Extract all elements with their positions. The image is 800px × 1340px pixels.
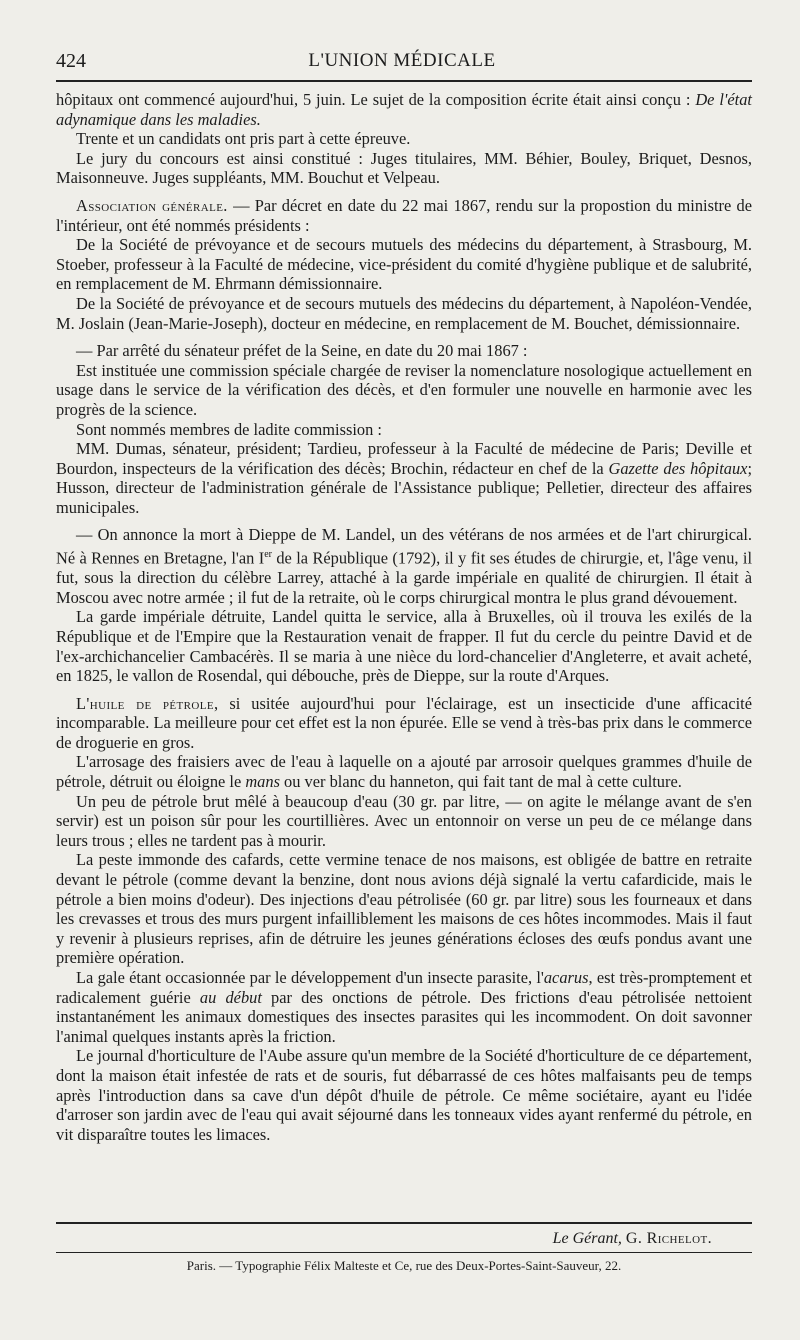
text-run: , est très-promptement et radicalement guérie [56, 968, 752, 1007]
text-run: La peste immonde des cafards, cette vermine tenace de nos maisons, est obligée de battre en retraite devant le pétrole (comme devant la benzine, dont nous avions déjà signalé la vertu cafardicide, mais le pétrole a bien moins d'odeur). Des injections d'eau pétrolisée (60 gr. par litre) sous les fourneaux et dans les crevasses et trous des murs purgent infailliblement les maisons de ces hôtes incommodes. Mais il faut y revenir à plusieurs reprises, afin de détruire les jeunes générations écloses des œufs pondus avant une première opération. [56, 850, 752, 968]
text-run: de la République (1792), il y fit ses études de chirurgie, et, l'âge venu, il fut, sous la direction du célèbre Larrey, attaché à la garde impériale en qualité de chirurgien. Il était à Moscou avec notre armée ; il fut de la retraite, où le corps chirurgical montra le plus grand dévouement. [56, 548, 753, 607]
text-run: par des onctions de pétrole. Des frictions d'eau pétrolisée nettoient instantanément les animaux domestiques des insectes parasites qui les incommodent. On doit savonner l'animal quelques instants après la friction. [56, 987, 752, 1046]
paragraph-p13 [56, 694, 752, 753]
text-run: L'huile de pétrole, [76, 693, 219, 713]
text-run: si usitée aujourd'hui pour l'éclairage, est un insecticide d'une afficacité incomparable. La meilleure pour cet effet est la non épurée. Elle se vend à très-bas prix dans le commerce de droguerie en gros. [56, 693, 752, 752]
text-run: Association générale. [76, 195, 228, 215]
paragraph-p9 [56, 420, 752, 440]
text-run: ; Husson, directeur de l'administration générale de l'Assistance publique; Pelletier, directeur des affaires municipales. [56, 458, 752, 517]
text-run: Est instituée une commission spéciale chargée de reviser la nomenclature nosologique actuellement en usage dans le service de la vérification des décès, et d'en formuler une nouvelle en harmonie avec les progrès de la science. [56, 360, 752, 419]
text-run: er [264, 549, 272, 561]
text-run: — On annonce la mort à Dieppe de M. Landel, un des vétérans de nos armées et de l'art chirurgical. Né à Rennes en Bretagne, l'an I [56, 525, 752, 568]
paragraph-p1 [56, 90, 752, 129]
text-run: acarus [543, 968, 589, 987]
paragraph-p3 [56, 149, 752, 188]
printer-imprint: Paris. — Typographie Félix Malteste et Ce, rue des Deux-Portes-Saint-Sauveur, 22. [186, 1258, 622, 1273]
paragraph-p7 [56, 341, 752, 361]
paragraph-p4 [56, 196, 752, 235]
text-run: La gale étant occasionnée par le développement d'un insecte parasite, l' [76, 968, 544, 987]
paragraph-p8 [56, 361, 752, 420]
footer-rule [56, 1252, 752, 1253]
text-run: Le journal d'horticulture de l'Aube assure qu'un membre de la Société d'horticulture de ce département, dont la maison était infestée de rats et de souris, fut débarrassé de ces hôtes malfaisants peu de temps après l'introduction dans sa cave d'un dépôt d'huile de pétrole. Ce même sociétaire, ayant eu l'idée d'arroser son jardin avec de l'eau qui avait séjourné dans les tonneaux vides ayant renfermé du pétrole, en vit disparaître toutes les limaces. [56, 1046, 752, 1144]
paragraph-p2 [56, 129, 752, 149]
paragraph-p15 [56, 792, 752, 851]
paragraph-p16 [56, 850, 752, 968]
text-run: L'arrosage des fraisiers avec de l'eau à laquelle on a ajouté par arrosoir quelques grammes d'huile de pétrole, détruit ou éloigne le [56, 752, 752, 792]
paragraph-p17 [56, 968, 752, 1046]
paragraph-p18 [56, 1046, 752, 1144]
signature-label: Le Gérant, [552, 1230, 622, 1247]
paragraph-p14 [56, 752, 752, 791]
paragraph-p10 [56, 439, 752, 517]
text-run: mans [245, 772, 280, 792]
text-run: Gazette des hôpitaux [608, 458, 748, 478]
text-run: ou ver blanc du hanneton, qui fait tant de mal à cette culture. [279, 772, 682, 792]
paragraph-p11 [56, 525, 752, 607]
text-run: La garde impériale détruite, Landel quitta le service, alla à Bruxelles, où il trouva les exilés de la République et de l'Empire que la Restauration venait de frapper. Il fut du cercle du peintre David et de l'ex-archichancelier Cambacérès. Il se maria à une nièce du lord-chancelier d'Angleterre, et avait acheté, en 1825, le vallon de Rosendal, qui débouche, près de Dieppe, sur la route d'Arques. [56, 607, 752, 686]
text-run: De la Société de prévoyance et de secours mutuels des médecins du département, à Napoléon-Vendée, M. Joslain (Jean-Marie-Joseph), docteur en médecine, en remplacement de M. Bouchet, démissionnaire. [56, 293, 752, 333]
article-body [56, 90, 752, 1144]
paragraph-p6 [56, 294, 752, 333]
text-run: MM. Dumas, sénateur, président; Tardieu, professeur à la Faculté de médecine de Paris; Deville et Bourdon, inspecteurs de la vérification des décès; Brochin, rédacteur en chef de la [56, 439, 752, 478]
text-run: au début [199, 987, 262, 1007]
text-run: De l'état adynamique dans les maladies. [56, 90, 752, 129]
paragraph-p12 [56, 607, 752, 685]
header-rule [56, 80, 752, 82]
text-run: — Par arrêté du sénateur préfet de la Seine, en date du 20 mai 1867 : [76, 341, 528, 361]
text-run: — Par décret en date du 22 mai 1867, rendu sur la propostion du ministre de l'intérieur, ont été nommés présidents : [56, 195, 752, 235]
text-run: hôpitaux ont commencé aujourd'hui, 5 juin. Le sujet de la composition écrite était ainsi conçu : [56, 90, 696, 109]
text-run: Sont nommés membres de ladite commission : [76, 419, 382, 439]
paragraph-p5 [56, 235, 752, 294]
page-number: 424 [56, 50, 86, 72]
signature-name: G. Richelot. [625, 1230, 712, 1247]
text-run: Le jury du concours est ainsi constitué : Juges titulaires, MM. Béhier, Bouley, Briquet, Desnos, Maisonneuve. Juges suppléants, MM. Bouchut et Velpeau. [56, 148, 752, 188]
signature-line [56, 1222, 752, 1248]
text-run: De la Société de prévoyance et de secours mutuels des médecins du département, à Strasbourg, M. Stoeber, professeur à la Faculté de médecine, vice-président du comité d'hygiène publique et de salubrité, en remplacement de M. Ehrmann démissionnaire. [56, 235, 752, 294]
text-run: Trente et un candidats ont pris part à cette épreuve. [76, 129, 411, 149]
text-run: Un peu de pétrole brut mêlé à beaucoup d'eau (30 gr. par litre, — on agite le mélange avant de s'en servir) est un poison sûr pour les courtillières. Avec un entonnoir on verse un peu de ce mélange dans leurs trous ; elles ne tardent pas à mourir. [56, 791, 752, 850]
journal-title: L'UNION MÉDICALE [308, 50, 496, 71]
running-header [56, 48, 748, 74]
